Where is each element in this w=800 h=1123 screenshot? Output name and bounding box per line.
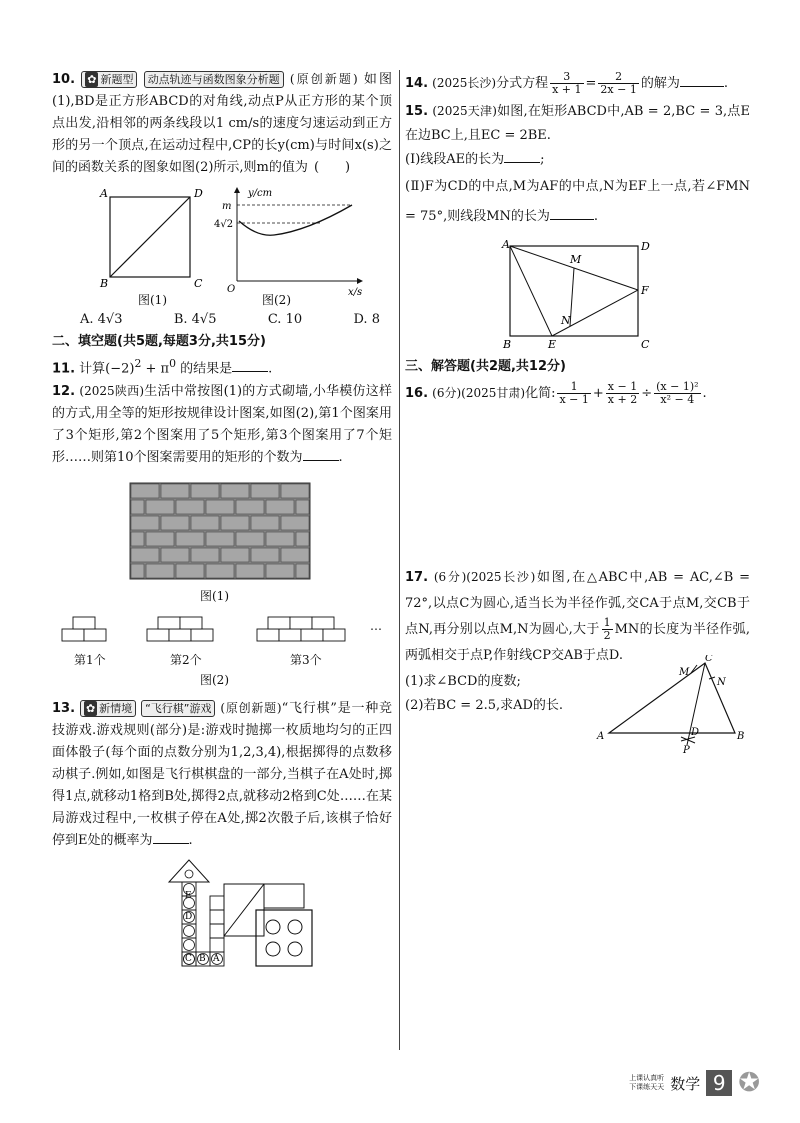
question-number: 14. (405, 76, 429, 91)
star-icon: ✿ (85, 702, 96, 716)
brick (266, 564, 294, 578)
brick (191, 516, 219, 530)
question-topic: 动点轨迹与函数图象分析题 (144, 71, 284, 88)
pattern-rectangle (180, 617, 202, 629)
label-c: C (194, 277, 203, 290)
label-m: M (679, 667, 690, 678)
question-10 (52, 68, 392, 331)
ludo-board-svg (52, 858, 392, 970)
brick (281, 484, 309, 498)
pattern-rectangle (268, 617, 290, 629)
brick (176, 500, 204, 514)
question-text: + π (141, 361, 170, 377)
label-d: D (641, 240, 650, 253)
subject-label: 数学 (670, 1074, 701, 1093)
question-13 (52, 697, 392, 970)
option-b[interactable]: B. 4√5 (173, 312, 217, 327)
home-circle (266, 942, 280, 956)
divide-sign: ÷ (641, 386, 653, 401)
brick (236, 564, 264, 578)
r-label: 4√2 (214, 219, 234, 230)
fraction (654, 381, 700, 406)
brick (131, 484, 159, 498)
question-number: 15. (405, 104, 429, 119)
question-16 (405, 378, 750, 564)
denominator: 2 (603, 629, 611, 642)
question-text: 如图(1),BD是正方形ABCD的对角线,动点P从正方形的某个顶点出发,沿相邻的两条线段以1 cm/s的速度匀速运动到正方形的另一个顶点,在运动过程中,CP的长y(cm)与时间x(s)之间的函数关系的图象如图(2)所示,则m的值为 (52, 72, 392, 175)
brick (281, 548, 309, 562)
answer-options (52, 309, 380, 331)
numerator: x − 1 (607, 380, 638, 393)
label-f: F (641, 284, 649, 297)
brick (281, 516, 309, 530)
numerator: 1 (557, 381, 590, 394)
question-text: MN的长度为半径作弧,两弧相交于点P,作射线CP交AB于点D. (405, 622, 750, 663)
brick (146, 500, 174, 514)
x-axis-label: x/s (348, 287, 363, 298)
label-a: A (597, 731, 605, 742)
question-number: 10. (52, 72, 76, 87)
question-number: 12. (52, 384, 76, 400)
board-cell (210, 924, 224, 938)
y-axis-label: y/cm (248, 188, 273, 199)
brick (221, 516, 249, 530)
pattern-rectangle (191, 629, 213, 641)
board-cell (210, 938, 224, 952)
fraction (557, 381, 590, 406)
home-circle (266, 920, 280, 934)
cell-label-e: E (185, 891, 192, 902)
segment-ae (510, 246, 552, 336)
question-topic: “飞行棋”游戏 (141, 700, 215, 717)
ellipsis: … (370, 619, 382, 634)
brick (266, 532, 294, 546)
fig1-caption: 图(1) (138, 293, 167, 307)
fraction (602, 617, 613, 642)
brick (236, 500, 264, 514)
label-c: C (705, 655, 713, 664)
column-divider (399, 70, 400, 1050)
brick (161, 548, 189, 562)
question-text: 的解为 (640, 76, 680, 91)
q17-part-2: (2)若BC = 2.5,求AD的长. (405, 698, 564, 713)
brick (206, 500, 234, 514)
rectangle-figure-svg (405, 238, 750, 354)
home-circle (288, 920, 302, 934)
question-17 (405, 564, 750, 769)
fraction (606, 381, 639, 406)
label-n: N (561, 314, 571, 327)
section-fill-in: 二、填空题(共5题,每题3分,共15分) (52, 334, 266, 349)
denominator: x − 1 (559, 393, 589, 406)
numerator: 3 (550, 71, 583, 84)
answer-blank[interactable] (303, 448, 339, 461)
label-d: D (691, 727, 700, 738)
question-source: (6分)(2025长沙) (433, 570, 536, 584)
page-footer (629, 1068, 760, 1098)
brick (251, 516, 279, 530)
board-cell (182, 938, 196, 952)
question-source: (2025天津) (432, 104, 497, 118)
punctuation: . (702, 386, 707, 401)
question-number: 16. (405, 386, 429, 401)
origin-label: O (227, 284, 236, 295)
pattern-3-label: 第3个 (290, 653, 322, 668)
label-b: B (737, 731, 745, 742)
brick (236, 532, 264, 546)
brick (296, 500, 309, 514)
brick (131, 516, 159, 530)
question-source: (6分)(2025甘肃) (432, 386, 526, 400)
pattern-rectangle (301, 629, 323, 641)
footer-motto (629, 1074, 664, 1092)
brick (161, 484, 189, 498)
option-c[interactable]: C. 10 (267, 312, 303, 327)
question-text: 化简: (525, 386, 556, 401)
punctuation: . (593, 209, 599, 224)
part-text: (Ⅰ)线段AE的长为 (405, 152, 505, 167)
brick (131, 548, 159, 562)
brick (146, 564, 174, 578)
board-top-block (264, 884, 304, 908)
q17-part-1: (1)求∠BCD的度数; (405, 674, 521, 689)
label-c: C (641, 338, 650, 351)
question-source: (原创新题) (220, 701, 282, 716)
home-circle (288, 942, 302, 956)
question-tag: ✿ 新题型 (81, 71, 137, 88)
punctuation: . (338, 450, 343, 466)
brick (296, 532, 309, 546)
question-text: 如图,在△ABC中,AB = AC,∠B = 72°,以点C为圆心,适当长为半径作弧,交CA于点M,交CB于点N,再分别以点M,N为圆心,大于 (405, 570, 750, 637)
pattern-1-label: 第1个 (74, 653, 106, 668)
brick (131, 500, 144, 514)
q12-figures (52, 475, 392, 697)
exponent: 2 (134, 357, 142, 370)
part-text: (Ⅱ)F为CD的中点,M为AF的中点,N为EF上一点,若∠FMN = 75°,则线段MN的长为 (405, 179, 750, 224)
option-a[interactable]: A. 4√3 (80, 312, 123, 327)
brick (206, 532, 234, 546)
pattern-rectangle (290, 617, 312, 629)
brick (176, 532, 204, 546)
answer-blank[interactable] (232, 359, 268, 372)
question-15 (405, 99, 750, 354)
question-number: 17. (405, 570, 429, 585)
board-arrow-dot (185, 870, 193, 878)
brick (251, 484, 279, 498)
question-number: 11. (52, 361, 76, 377)
diagonal-bd (110, 197, 190, 277)
pattern-rectangle (323, 629, 345, 641)
answer-blank[interactable] (680, 74, 724, 87)
brick (131, 564, 144, 578)
fraction (598, 71, 638, 96)
right-column (405, 68, 750, 769)
denominator: x + 1 (552, 83, 582, 96)
label-p: P (683, 745, 690, 755)
numerator: (x − 1)² (656, 380, 699, 393)
question-text: 如图,在矩形ABCD中,AB = 2,BC = 3,点E在边BC上,且EC = 2BE. (405, 104, 750, 143)
label-b: B (503, 338, 512, 351)
question-number: 13. (52, 701, 76, 717)
answer-blank[interactable] (504, 150, 540, 163)
brick (221, 484, 249, 498)
q17-body (405, 655, 750, 769)
board-cell-circle (184, 926, 195, 937)
cell-label-b: B (199, 954, 206, 965)
question-text: “飞行棋”是一种竞技游戏.游戏规则(部分)是:游戏时抛掷一枚质地均匀的正四面体骰子(每个面的点数分别为1,2,3,4),根据掷得的点数移动棋子.例如,如图是飞行棋棋盘的一部分,当棋子在A处时,掷得1点,就移动1格到B处,掷得2点,就移动2格到C处……在某局游戏过程中,一枚棋子停在A处,掷2次骰子后,该棋子恰好停到E处的概率为 (52, 701, 392, 849)
pattern-rectangle (158, 617, 180, 629)
question-text: 分式方程 (496, 76, 549, 91)
function-curve (239, 205, 352, 235)
question-text: 生活中常按图(1)的方式砌墙,小华模仿这样的方式,用全等的矩形按规律设计图案,如图(2),第1个图案用了3个矩形,第2个图案用了5个矩形,第3个图案用了7个矩形……则第10个图案需要用的矩形的个数为 (52, 384, 392, 466)
brick-wall (130, 483, 310, 579)
x-axis-arrow (357, 278, 363, 284)
segment-ef (552, 290, 638, 336)
exponent: 0 (169, 357, 176, 370)
label-n: N (717, 677, 726, 688)
brick (191, 548, 219, 562)
numerator: 1 (603, 616, 611, 629)
brick (191, 484, 219, 498)
board-cell (182, 924, 196, 938)
label-a: A (502, 238, 510, 251)
fig2-caption: 图(2) (262, 293, 291, 307)
motto-line: 下课练天天 (629, 1083, 665, 1091)
triangle-abc (609, 663, 735, 733)
question-12 (52, 380, 392, 697)
q10-figure-svg (52, 185, 372, 305)
star-icon: ✿ (87, 73, 97, 86)
fig1-caption: 图(1) (200, 589, 229, 604)
pattern-rectangle (279, 629, 301, 641)
y-axis-arrow (234, 187, 240, 193)
punctuation: ; (540, 152, 545, 167)
brick (266, 500, 294, 514)
label-m: M (570, 253, 582, 266)
denominator: x² − 4 (660, 393, 695, 406)
denominator: 2x − 1 (600, 83, 637, 96)
star-mascot-icon: ✪ (738, 1068, 760, 1098)
brick-patterns (62, 617, 345, 641)
pattern-rectangle (73, 617, 95, 629)
pattern-2-label: 第2个 (170, 653, 202, 668)
answer-paren: ( ) (313, 160, 351, 175)
pattern-rectangle (169, 629, 191, 641)
board-cell (210, 910, 224, 924)
cell-label-d: D (185, 912, 193, 923)
label-d: D (194, 187, 203, 200)
question-source: (2025陕西) (79, 384, 145, 399)
brick (251, 548, 279, 562)
fig2-caption: 图(2) (200, 673, 229, 688)
triangle-figure-svg (595, 655, 755, 755)
label-e: E (548, 338, 557, 351)
plus-sign: + (592, 386, 604, 401)
board-cell-circle (184, 940, 195, 951)
question-text: 计算(−2) (79, 361, 135, 377)
brick (176, 564, 204, 578)
punctuation: . (723, 76, 728, 91)
brick (206, 564, 234, 578)
question-text: 的结果是 (175, 361, 233, 377)
question-tag: ✿ 新情境 (80, 700, 136, 717)
numerator: 2 (598, 71, 638, 84)
cell-label-c: C (185, 954, 192, 965)
brick (161, 516, 189, 530)
q15-part-1 (405, 148, 750, 172)
brick (131, 532, 144, 546)
denominator: x + 2 (607, 393, 638, 406)
question-source: (2025长沙) (432, 76, 497, 90)
label-a: A (100, 187, 108, 200)
q10-figures (52, 185, 392, 305)
pattern-rectangle (62, 629, 84, 641)
question-14 (405, 68, 750, 99)
equals-sign: = (585, 76, 597, 91)
page-number: 9 (706, 1070, 732, 1096)
pattern-rectangle (257, 629, 279, 641)
question-11 (52, 353, 392, 380)
q15-part-2 (405, 172, 750, 232)
answer-blank[interactable] (153, 831, 189, 844)
label-b: B (100, 277, 109, 290)
question-source: (原创新题) (289, 72, 358, 86)
board-cell (210, 896, 224, 910)
motto-line: 上课认真听 (629, 1074, 665, 1082)
brick (296, 564, 309, 578)
brick (221, 548, 249, 562)
board-arrow (169, 860, 209, 882)
m-label: m (222, 201, 232, 212)
left-column (52, 68, 392, 970)
fraction (550, 71, 583, 96)
pattern-rectangle (312, 617, 334, 629)
pattern-rectangle (84, 629, 106, 641)
punctuation: . (268, 361, 273, 377)
section-answer: 三、解答题(共2题,共12分) (405, 359, 566, 374)
answer-blank[interactable] (550, 207, 594, 220)
option-d[interactable]: D. 8 (353, 312, 380, 327)
brick (146, 532, 174, 546)
pattern-rectangle (147, 629, 169, 641)
cell-label-a: A (213, 954, 220, 965)
punctuation: . (188, 833, 193, 849)
